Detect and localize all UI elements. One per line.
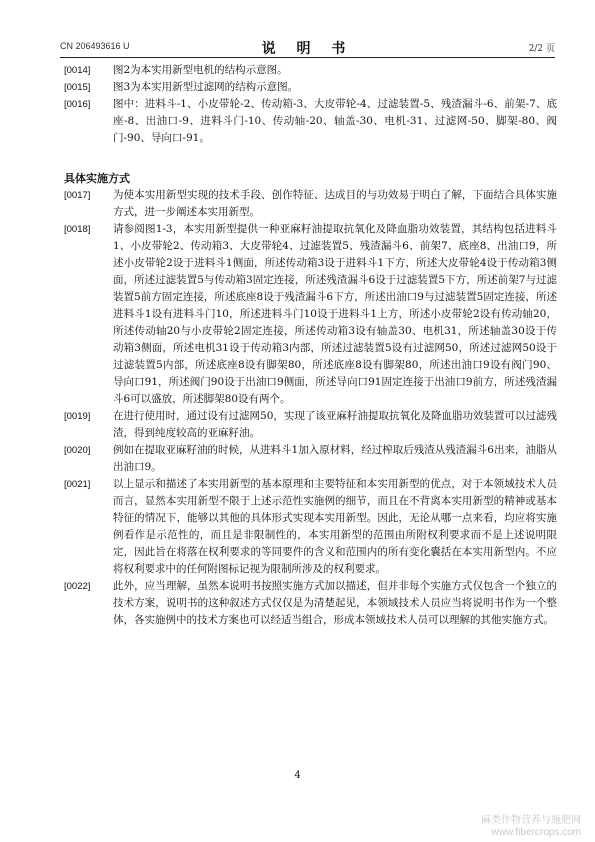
paragraph-number: [0018] [64,224,91,235]
page-header [60,38,555,56]
paragraph [64,578,557,629]
page-number: 4 [294,770,301,781]
paragraph [64,221,557,408]
paragraph [64,187,557,221]
figure-descriptions [64,62,557,147]
paragraph-number: [0017] [64,190,91,201]
paragraph-text: 例如在提取亚麻籽油的时候，从进料斗1加入原材料，经过榨取后残渣从残渣漏斗6出来，油脂从出油口9。 [113,444,557,473]
paragraph [64,96,557,147]
paragraph-text: 请参阅图1-3，本实用新型提供一种亚麻籽油提取抗氧化及降血脂功效装置，其结构包括进料斗1、小皮带轮2、传动箱3、大皮带轮4、过滤装置5、残渣漏斗6、前架7、底座8、出油口9，所述小皮带轮2设于进料斗1侧面，所述传动箱3设于进料斗1下方，所述大皮带轮4设于传动箱3侧面，所述过滤装置5与传动箱3固定连接，所述残渣漏斗6设于过滤装置5下方，所述前架7与过滤装置5前方固定连接，所述底座8设于残渣漏斗6下方，所述出油口9与过滤装置5固定连接，所述进料斗1设有进料斗门10，所述进料斗门10设于进料斗1上方，所述小皮带轮2设有传动轴20，所述传动轴20与小皮带轮2固定连接，所述传动箱3设有轴盖30、电机31，所述轴盖30设于传动箱3侧面，所述电机31设于传动箱3内部，所述过滤装置5设有过滤网50，所述过滤网50设于过滤装置5内部，所述底座8设有脚架80，所述底座8设有脚架80，所述出油口9设有阀门90、导向口91，所述阀门90设于出油口9侧面，所述导向口91固定连接于出油口9前方，所述残渣漏斗6可以盛放，所述脚架80设有两个。 [113,223,557,405]
paragraph-text: 在进行使用时，通过设有过滤网50，实现了该亚麻籽油提取抗氧化及降血脂功效装置可以过滤残渣，得到纯度较高的亚麻籽油。 [113,410,557,439]
paragraph-text: 图中：进料斗-1、小皮带轮-2、传动箱-3、大皮带轮-4、过滤装置-5、残渣漏斗-6、前架-7、底座-8、出油口-9、进料斗门-10、传动轴-20、轴盖-30、电机-31、过滤网-50、脚架-80、阀门-90、导向口-91。 [113,98,557,144]
paragraph [64,408,557,442]
paragraph-text: 此外，应当理解，虽然本说明书按照实施方式加以描述，但并非每个实施方式仅包含一个独立的技术方案，说明书的这种叙述方式仅仅是为清楚起见，本领域技术人员应当将说明书作为一个整体，各实施例中的技术方案也可以经适当组合，形成本领域技术人员可以理解的其他实施方式。 [113,580,557,626]
patent-number: CN 206493616 U [60,41,130,51]
paragraph-number: [0022] [64,581,91,592]
paragraph [64,442,557,476]
paragraph-text: 以上显示和描述了本实用新型的基本原理和主要特征和本实用新型的优点，对于本领域技术人员而言，显然本实用新型不限于上述示范性实施例的细节，而且在不背离本实用新型的精神或基本特征的情况下，能够以其他的具体形式实现本实用新型。因此，无论从哪一点来看，均应将实施例看作是示范性的，而且是非限制性的，本实用新型的范围由所附权利要求而不是上述说明限定，因此旨在将落在权利要求的等同要件的含义和范围内的所有变化囊括在本实用新型内。不应将权利要求中的任何附图标记视为限制所涉及的权利要求。 [113,478,557,575]
watermark-site-name: 麻类作物营养与施肥网 [481,815,581,826]
paragraph-text: 图2为本实用新型电机的结构示意图。 [113,64,288,76]
paragraph-number: [0016] [64,99,91,110]
page-indicator: 2/2 页 [528,44,555,54]
spacer [64,147,557,164]
paragraph-text: 图3为本实用新型过滤网的结构示意图。 [113,81,299,93]
embodiment-paragraphs [64,187,557,629]
paragraph [64,62,557,79]
document-body [64,62,557,629]
document-title: 说 明 书 [261,41,354,57]
paragraph-number: [0020] [64,445,91,456]
watermark-url: www.fibercrops.com [491,827,581,838]
paragraph-number: [0015] [64,82,91,93]
paragraph-text: 为使本实用新型实现的技术手段、创作特征、达成目的与功效易于明白了解，下面结合具体实施方式，进一步阐述本实用新型。 [113,189,557,218]
paragraph-number: [0021] [64,479,91,490]
paragraph-number: [0019] [64,411,91,422]
paragraph [64,476,557,578]
paragraph-number: [0014] [64,65,91,76]
section-title: 具体实施方式 [64,172,130,185]
paragraph [64,79,557,96]
header-divider [60,57,555,58]
watermark [481,815,581,839]
